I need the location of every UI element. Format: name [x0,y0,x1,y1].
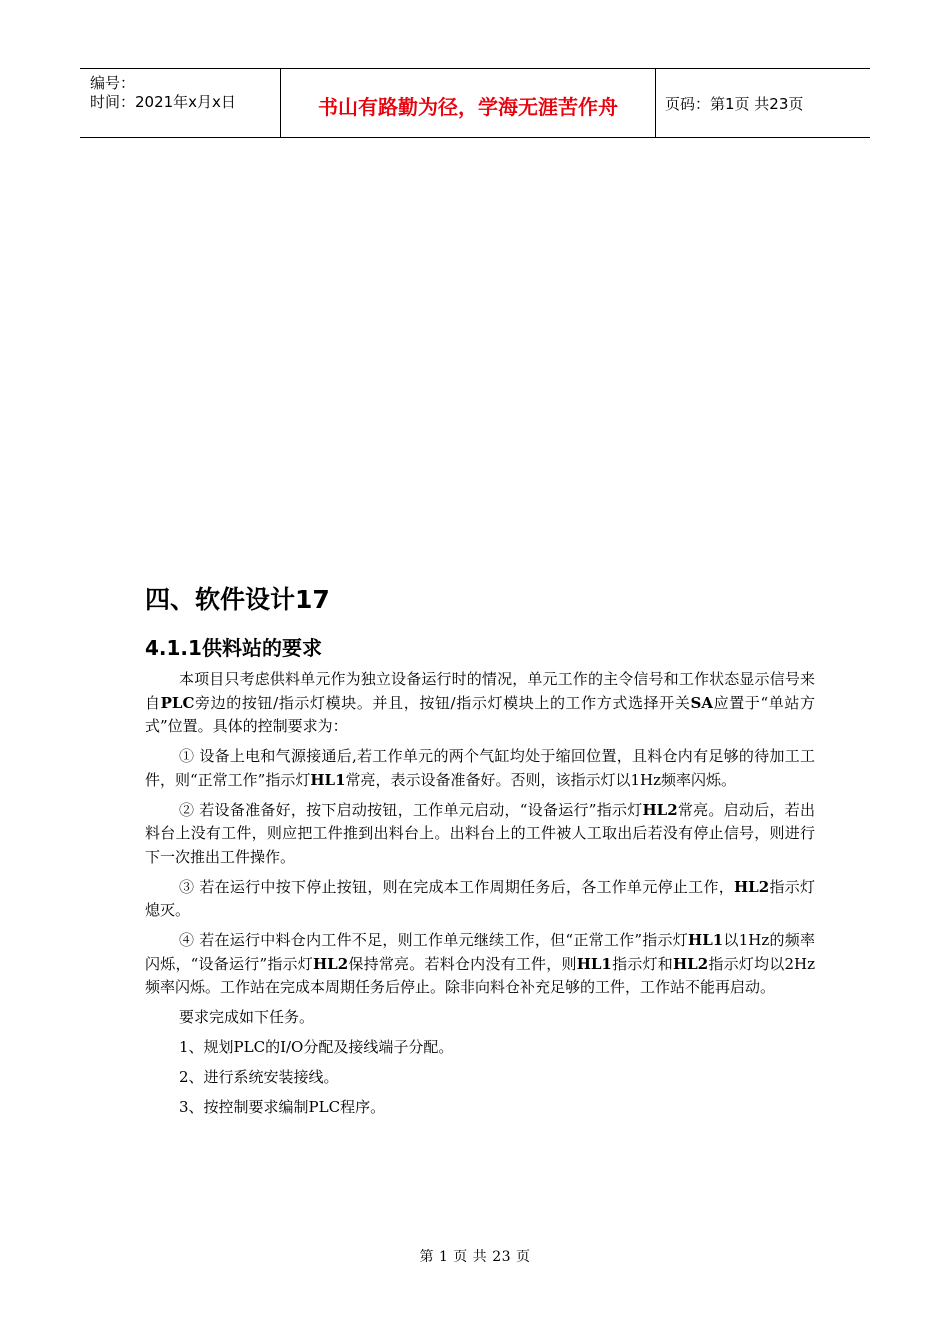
paragraph-requirement-3: ③ 若在运行中按下停止按钮，则在完成本工作周期任务后，各工作单元停止工作，HL2指示灯熄灭。 [145,877,815,919]
page-header [80,68,870,138]
document-body [145,668,815,1126]
task-item-2: 2、进行系统安装接线。 [179,1068,339,1086]
document-time-label: 时间：2021年x月x日 [90,93,236,111]
paragraph-intro: 本项目只考虑供料单元作为独立设备运行时的情况，单元工作的主令信号和工作状态显示信号来自PLC旁边的按钮/指示灯模块。并且，按钮/指示灯模块上的工作方式选择开关SA应置于“单站方式”位置。具体的控制要求为： [145,670,815,735]
paragraph-requirement-1: ① 设备上电和气源接通后,若工作单元的两个气缸均处于缩回位置，且料仓内有足够的待加工工件，则“正常工作”指示灯HL1常亮，表示设备准备好。否则，该指示灯以1Hz频率闪烁。 [145,747,815,789]
paragraph-requirement-2: ② 若设备准备好，按下启动按钮，工作单元启动，“设备运行”指示灯HL2常亮。启动后，若出料台上没有工件，则应把工件推到出料台上。出料台上的工件被人工取出后若没有停止信号，则进行下一次推出工件操作。 [145,800,815,866]
header-page-cell [655,69,870,137]
task-item-3: 3、按控制要求编制PLC程序。 [179,1098,386,1116]
paragraph-task-intro: 要求完成如下任务。 [179,1008,315,1026]
paragraph-requirement-4: ④ 若在运行中料仓内工件不足，则工作单元继续工作，但“正常工作”指示灯HL1以1Hz的频率闪烁，“设备运行”指示灯HL2保持常亮。若料仓内没有工件，则HL1指示灯和HL2指示灯均以2Hz频率闪烁。工作站在完成本周期任务后停止。除非向料仓补充足够的工件，工作站不能再启动。 [145,931,816,996]
task-item-1: 1、规划PLC的I/O分配及接线端子分配。 [179,1038,454,1056]
page-footer: 第 1 页 共 23 页 [419,1249,531,1265]
header-page-info: 页码：第1页 共23页 [665,95,804,113]
section-title: 四、软件设计17 [145,585,330,614]
header-meta-cell [80,69,280,137]
header-motto: 书山有路勤为径，学海无涯苦作舟 [318,95,618,119]
subsection-title: 4.1.1供料站的要求 [145,636,322,660]
document-number-label: 编号： [90,74,136,92]
header-motto-cell [280,69,656,137]
